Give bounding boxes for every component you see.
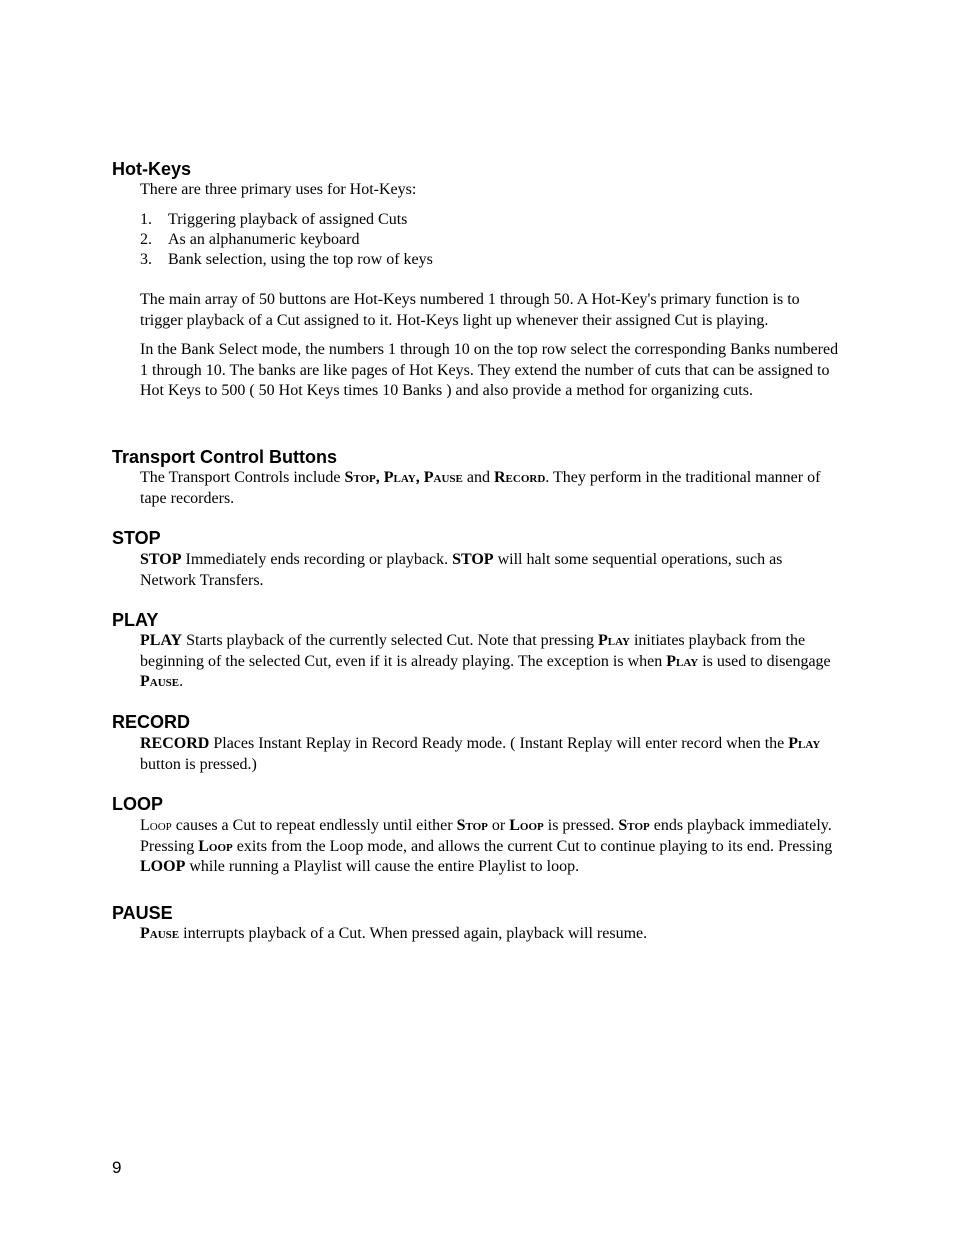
- list-item: [140, 230, 359, 250]
- stop-paragraph: STOP Immediately ends recording or playback. STOP will halt some sequential operations, such as Network Transfers.: [140, 551, 783, 589]
- loop-heading: LOOP: [112, 794, 164, 814]
- stop-heading: STOP: [112, 528, 161, 548]
- loop-paragraph: Loop causes a Cut to repeat endlessly until either Stop or Loop is pressed. Stop ends playback immediately. Pressing Loop exits from the Loop mode, and allows the current Cut to continue playing to its end. Pressing LOOP while running a Playlist will cause the entire Playlist to loop.: [140, 817, 833, 875]
- list-number: 2.: [140, 231, 152, 248]
- play-heading: PLAY: [112, 610, 159, 630]
- list-item: [140, 210, 407, 230]
- page-number: 9: [112, 1158, 122, 1177]
- record-paragraph: RECORD Places Instant Replay in Record Ready mode. ( Instant Replay will enter record when the Play button is pressed.): [140, 735, 821, 773]
- pause-heading: PAUSE: [112, 903, 173, 923]
- list-number: 3.: [140, 251, 152, 268]
- list-item: [140, 250, 433, 270]
- record-heading: RECORD: [112, 712, 191, 732]
- hotkeys-heading: Hot-Keys: [112, 159, 192, 179]
- list-text: Bank selection, using the top row of keys: [168, 251, 433, 268]
- list-text: Triggering playback of assigned Cuts: [168, 211, 408, 228]
- list-number: 1.: [140, 211, 152, 228]
- pause-paragraph: Pause interrupts playback of a Cut. When pressed again, playback will resume.: [140, 925, 648, 942]
- hotkeys-paragraph-1: The main array of 50 buttons are Hot-Keys numbered 1 through 50. A Hot-Key's primary function is to trigger playback of a Cut assigned to it. Hot-Keys light up whenever their assigned Cut is playing.: [140, 291, 800, 329]
- list-text: As an alphanumeric keyboard: [168, 231, 360, 248]
- transport-paragraph: The Transport Controls include Stop, Play, Pause and Record. They perform in the traditional manner of tape recorders.: [140, 469, 821, 507]
- play-paragraph: PLAY Starts playback of the currently selected Cut. Note that pressing Play initiates playback from the beginning of the selected Cut, even if it is already playing. The exception is when Play is used to disengage Pause.: [140, 632, 831, 690]
- hotkeys-paragraph-2: In the Bank Select mode, the numbers 1 through 10 on the top row select the corresponding Banks numbered 1 through 10. The banks are like pages of Hot Keys. They extend the number of cuts that can be assigned to Hot Keys to 500 ( 50 Hot Keys times 10 Banks ) and also provide a method for organizing cuts.: [140, 341, 839, 399]
- hotkeys-intro: There are three primary uses for Hot-Keys:: [140, 181, 417, 198]
- transport-heading: Transport Control Buttons: [112, 447, 337, 467]
